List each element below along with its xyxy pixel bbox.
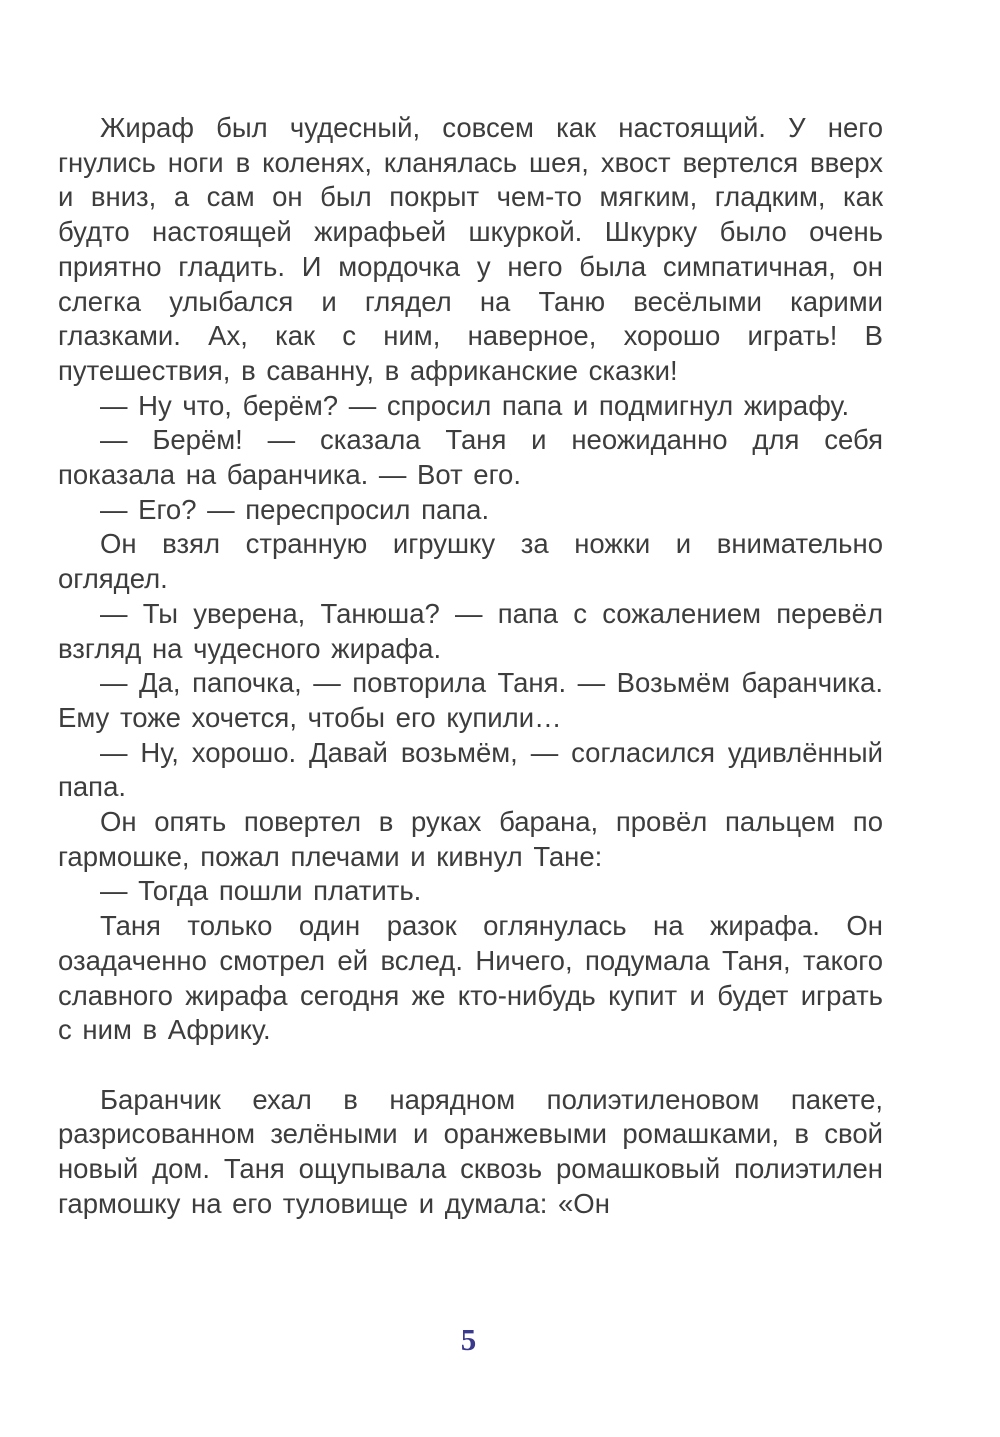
paragraph-dialogue-go-pay: — Тогда пошли платить. bbox=[100, 875, 422, 907]
paragraph-dialogue-yes-daddy: — Да, папочка, — повторила Таня. — Возьмём баранчика. Ему тоже хочется, чтобы его купили… bbox=[58, 667, 883, 733]
paragraph-ram-in-bag: Баранчик ехал в нарядном полиэтиленовом пакете, разрисованном зелёными и оранжевыми ромашками, в свой новый дом. Таня ощупывала сквозь ромашковый полиэтилен гармошку на его туловище и думала: «Он bbox=[58, 1083, 883, 1219]
paragraph-examined-toy: Он взял странную игрушку за ножки и внимательно оглядел. bbox=[58, 528, 883, 595]
paragraph-giraffe-description: Жираф был чудесный, совсем как настоящий. У него гнулись ноги в коленях, кланялась шея, хвост вертелся вверх и вниз, а сам он был покрыт чем-то мягким, гладким, как будто настоящей жирафьей шкуркой. Шкурку было очень приятно гладить. И мордочка у него была симпатичная, он слегка улыбался и глядел на Таню весёлыми карими глазками. Ах, как с ним, наверное, хорошо играть! В путешествия, в саванну, в африканские сказки! bbox=[58, 112, 883, 386]
paragraph-looked-back: Таня только один разок оглянулась на жирафа. Он озадаченно смотрел ей вслед. Ничего, подумала Таня, такого славного жирафа сегодня же кто-нибудь купит и будет играть с ним в Африку. bbox=[58, 910, 883, 1046]
page-number: 5 bbox=[460, 1322, 477, 1357]
paragraph-dialogue-are-you-sure: — Ты уверена, Танюша? — папа с сожалением перевёл взгляд на чудесного жирафа. bbox=[58, 597, 883, 664]
paragraph-dialogue-him: — Его? — переспросил папа. bbox=[100, 493, 490, 525]
paragraph-turned-ram: Он опять повертел в руках барана, провёл пальцем по гармошке, пожал плечами и кивнул Тане: bbox=[58, 806, 883, 872]
paragraph-dialogue-take-it: — Ну что, берём? — спросил папа и подмигнул жирафу. bbox=[100, 389, 850, 421]
paragraph-dialogue-ok: — Ну, хорошо. Давай возьмём, — согласился удивлённый папа. bbox=[58, 736, 883, 803]
paragraph-dialogue-we-take: — Берём! — сказала Таня и неожиданно для себя показала на баранчика. — Вот его. bbox=[58, 424, 883, 491]
body-text bbox=[58, 111, 883, 1221]
